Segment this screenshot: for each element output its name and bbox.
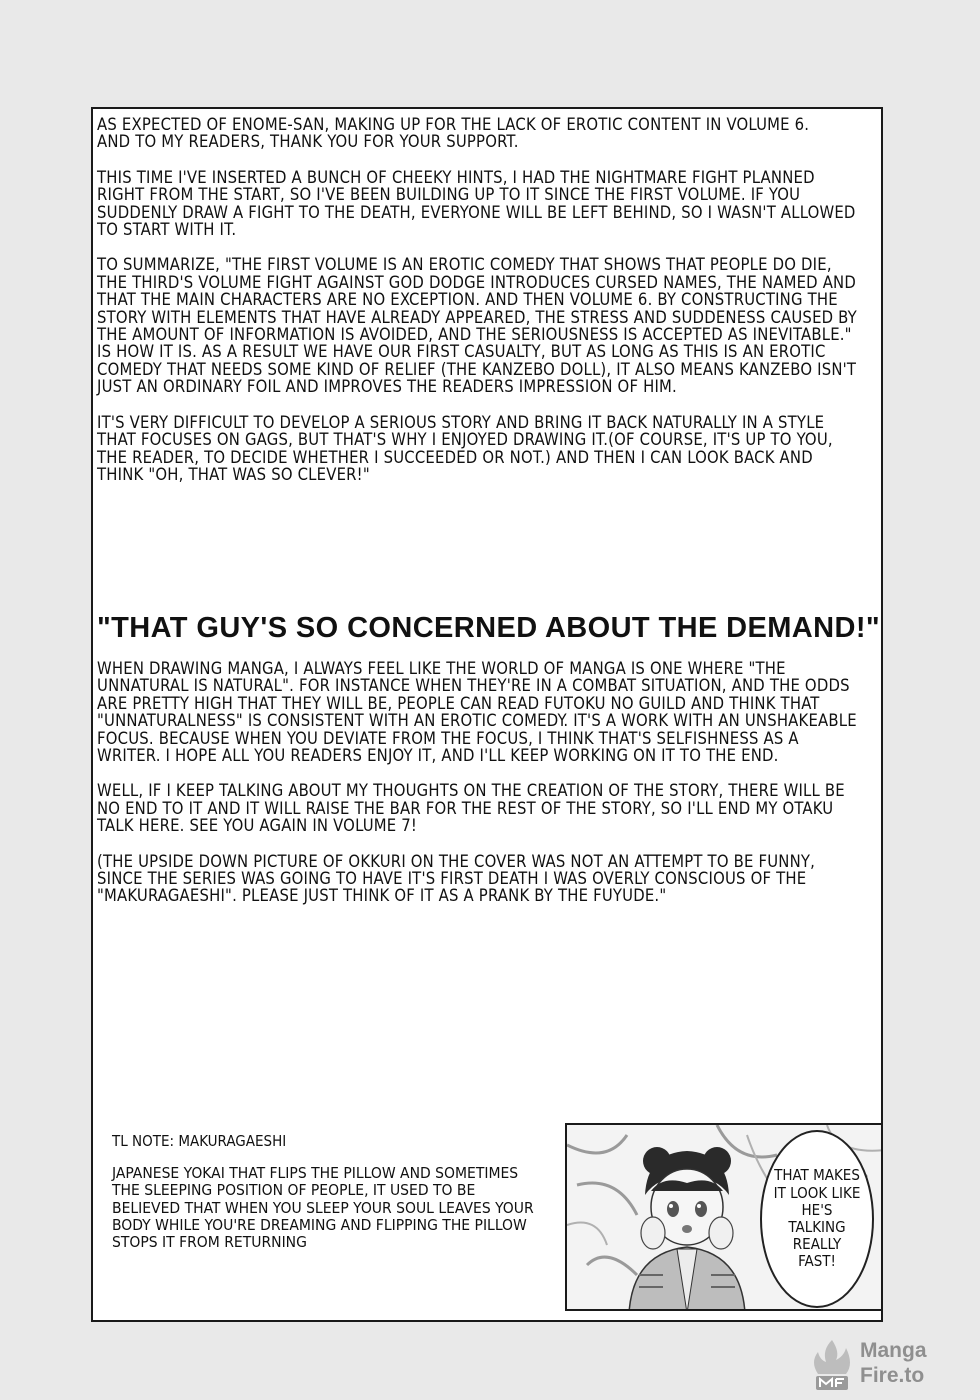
watermark-line-2: Fire.to <box>860 1364 925 1387</box>
afterword-bottom-section <box>97 660 859 923</box>
paragraph-1: AS EXPECTED OF ENOME-SAN, MAKING UP FOR THE LACK OF EROTIC CONTENT IN VOLUME 6. AND TO MY READERS, THANK YOU FOR YOUR SUPPORT. <box>97 115 810 152</box>
paragraph-6: WELL, IF I KEEP TALKING ABOUT MY THOUGHTS ON THE CREATION OF THE STORY, THERE WILL BE NO END TO IT AND IT WILL RAISE THE BAR FOR THE REST OF THE STORY, SO I'LL END MY OTAKU TALK HERE. SEE YOU AGAIN IN VOLUME 7! <box>97 781 845 836</box>
site-watermark <box>810 1338 970 1392</box>
tl-note-title: TL NOTE: MAKURAGAESHI <box>112 1132 287 1150</box>
watermark-text <box>860 1338 927 1388</box>
watermark-line-1: Manga <box>860 1339 927 1362</box>
paragraph-5: WHEN DRAWING MANGA, I ALWAYS FEEL LIKE THE WORLD OF MANGA IS ONE WHERE "THE UNNATURAL IS NATURAL". FOR INSTANCE WHEN THEY'RE IN A COMBAT SITUATION, AND THE ODDS ARE PRETTY HIGH THAT THEY WILL BE, PEOPLE CAN READ FUTOKU NO GUILD AND THINK THAT "UNNATURALNESS" IS CONSISTENT WITH AN EROTIC COMEDY. IT'S A WORK WITH AN UNSHAKEABLE FOCUS. BECAUSE WHEN YOU DEVIATE FROM THE FOCUS, I THINK THAT'S SELFISHNESS AS A WRITER. I HOPE ALL YOU READERS ENJOY IT, AND I'LL KEEP WORKING ON IT TO THE END. <box>97 659 857 766</box>
paragraph-3: TO SUMMARIZE, "THE FIRST VOLUME IS AN EROTIC COMEDY THAT SHOWS THAT PEOPLE DO DIE, THE THIRD'S VOLUME FIGHT AGAINST GOD DODGE INTRODUCES CURSED NAMES, THE NAMED AND THAT THE MAIN CHARACTERS ARE NO EXCEPTION. AND THEN VOLUME 6. BY CONSTRUCTING THE STORY WITH ELEMENTS THAT HAVE ALREADY APPEARED, THE STRESS AND SUDDENESS CAUSED BY THE AMOUNT OF INFORMATION IS AVOIDED, AND THE SERIOUSNESS IS ACCEPTED AS INEVITABLE." IS HOW IT IS. AS A RESULT WE HAVE OUR FIRST CASUALTY, BUT AS LONG AS THIS IS AN EROTIC COMEDY THAT NEEDS SOME KIND OF RELIEF (THE KANZEBO DOLL), IT ALSO MEANS KANZEBO ISN'T JUST AN ORDINARY FOIL AND IMPROVES THE READERS IMPRESSION OF HIM. <box>97 255 857 397</box>
section-headline: "THAT GUY'S SO CONCERNED ABOUT THE DEMAND!" <box>97 612 881 644</box>
paragraph-2: THIS TIME I'VE INSERTED A BUNCH OF CHEEKY HINTS, I HAD THE NIGHTMARE FIGHT PLANNED RIGHT FROM THE START, SO I'VE BEEN BUILDING UP TO IT SINCE THE FIRST VOLUME. IF YOU SUDDENLY DRAW A FIGHT TO THE DEATH, EVERYONE WILL BE LEFT BEHIND, SO I WASN'T ALLOWED TO START WITH IT. <box>97 167 856 240</box>
paragraph-7: (THE UPSIDE DOWN PICTURE OF OKKURI ON THE COVER WAS NOT AN ATTEMPT TO BE FUNNY, SINCE THE SERIES WAS GOING TO HAVE IT'S FIRST DEATH I WAS OVERLY CONSCIOUS OF THE "MAKURAGAESHI". PLEASE JUST THINK OF IT AS A PRANK BY THE FUYUDE." <box>97 851 816 906</box>
tl-note-text: JAPANESE YOKAI THAT FLIPS THE PILLOW AND SOMETIMES THE SLEEPING POSITION OF PEOPLE, IT USED TO BE BELIEVED THAT WHEN YOU SLEEP YOUR SOUL LEAVES YOUR BODY WHILE YOU'RE DREAMING AND FLIPPING THE PILLOW STOPS IT FROM RETURNING <box>112 1164 534 1252</box>
manga-panel <box>565 1123 883 1311</box>
speech-bubble <box>763 1131 871 1307</box>
speech-bubble-text: THAT MAKES IT LOOK LIKE HE'S TALKING REALLY FAST! <box>773 1166 861 1271</box>
flame-logo-icon <box>810 1338 854 1392</box>
paragraph-4: IT'S VERY DIFFICULT TO DEVELOP A SERIOUS STORY AND BRING IT BACK NATURALLY IN A STYLE THAT FOCUSES ON GAGS, BUT THAT'S WHY I ENJOYED DRAWING IT.(OF COURSE, IT'S UP TO YOU, THE READER, TO DECIDE WHETHER I SUCCEEDED OR NOT.) AND THEN I CAN LOOK BACK AND THINK "OH, THAT WAS SO CLEVER!" <box>97 412 833 484</box>
afterword-top-section <box>97 116 859 501</box>
